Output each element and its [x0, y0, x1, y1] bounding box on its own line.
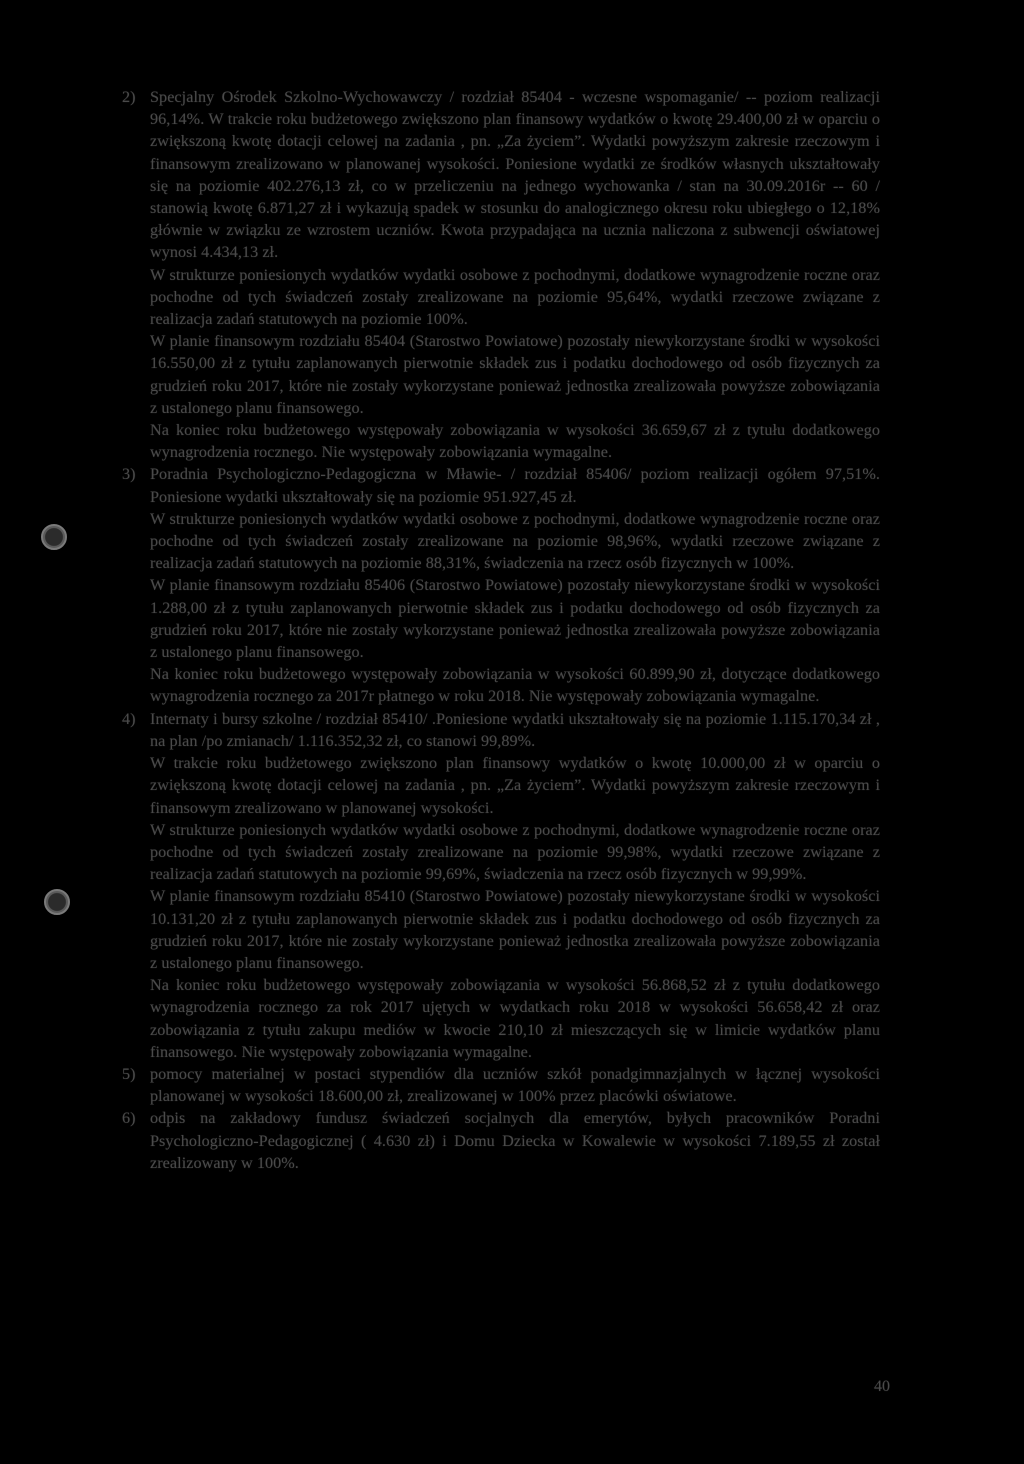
paragraph: Specjalny Ośrodek Szkolno-Wychowawczy / rozdział 85404 - wczesne wspomaganie/ -- poziom realizacji 96,14%. W trakcie roku budżetowego zwiększono plan finansowy wydatków o kwotę 29.400,00 zł w oparciu o zwiększoną kwotę dotacji celowej na zadania , pn. „Za życiem”. Wydatki powyższym zakresie rzeczowym i finansowym zrealizowano w planowanej wysokości. Poniesione wydatki ze środków własnych ukształtowały się na poziomie 402.276,13 zł, co w przeliczeniu na jednego wychowanka / stan na 30.09.2016r -- 60 / stanowią kwotę 6.871,27 zł i wykazują spadek w stosunku do analogicznego okresu roku ubiegłego o 12,18% głównie w związku ze wzrostem uczniów. Kwota przypadająca na ucznia naliczona z subwencji oświatowej wynosi 4.434,13 zł.: [150, 88, 880, 262]
paragraph: W trakcie roku budżetowego zwiększono plan finansowy wydatków o kwotę 10.000,00 zł w oparciu o zwiększoną kwotę dotacji celowej na zadania , pn. „Za życiem”. Wydatki powyższym zakresie rzeczowym i finansowym zrealizowano w planowanej wysokości.: [150, 754, 880, 817]
list-item: [122, 1107, 880, 1174]
item-number: 3): [122, 465, 136, 484]
paragraph: odpis na zakładowy fundusz świadczeń socjalnych dla emerytów, byłych pracowników Poradni Psychologiczno-Pedagogicznej ( 4.630 zł) i Domu Dziecka w Kowalewie w wysokości 7.189,55 zł został zrealizowany w 100%.: [150, 1109, 880, 1172]
paragraph: W planie finansowym rozdziału 85410 (Starostwo Powiatowe) pozostały niewykorzystane środki w wysokości 10.131,20 zł z tytułu zaplanowanych pierwotnie składek zus i podatku dochodowego od osób fizycznych za grudzień roku 2017, które nie zostały wykorzystane ponieważ jednostka zrealizowała powyższe zobowiązania z ustalonego planu finansowego.: [150, 887, 880, 972]
list-item: [122, 463, 880, 707]
page-number: 40: [874, 1378, 890, 1395]
paragraph: W strukturze poniesionych wydatków wydatki osobowe z pochodnymi, dodatkowe wynagrodzenie roczne oraz pochodne od tych świadczeń zostały zrealizowane na poziomie 98,96%, wydatki rzeczowe związane z realizacja zadań statutowych na poziomie 88,31%, świadczenia na rzecz osób fizycznych w 100%.: [150, 509, 880, 573]
list-item: [122, 1063, 880, 1107]
punch-hole: [41, 524, 67, 550]
list-item: [122, 708, 880, 1063]
paragraph: Na koniec roku budżetowego występowały zobowiązania w wysokości 36.659,67 zł z tytułu dodatkowego wynagrodzenia rocznego. Nie występowały zobowiązania wymagalne.: [150, 421, 880, 462]
paragraph: W planie finansowym rozdziału 85404 (Starostwo Powiatowe) pozostały niewykorzystane środki w wysokości 16.550,00 zł z tytułu zaplanowanych pierwotnie składek zus i podatku dochodowego od osób fizycznych za grudzień roku 2017, które nie zostały wykorzystane ponieważ jednostka zrealizowała powyższe zobowiązania z ustalonego planu finansowego.: [150, 332, 880, 417]
paragraph: W strukturze poniesionych wydatków wydatki osobowe z pochodnymi, dodatkowe wynagrodzenie roczne oraz pochodne od tych świadczeń zostały zrealizowane na poziomie 99,98%, wydatki rzeczowe związane z realizacja zadań statutowych na poziomie 99,69%, świadczenia na rzecz osób fizycznych w 99,99%.: [150, 820, 880, 884]
paragraph: Poradnia Psychologiczno-Pedagogiczna w Mławie- / rozdział 85406/ poziom realizacji ogółem 97,51%. Poniesione wydatki ukształtowały się na poziomie 951.927,45 zł.: [150, 465, 880, 506]
document-body: [122, 86, 880, 1174]
paragraph: pomocy materialnej w postaci stypendiów dla uczniów szkół ponadgimnazjalnych w łącznej wysokości planowanej w wysokości 18.600,00 zł, zrealizowanej w 100% przez placówki oświatowe.: [150, 1064, 880, 1106]
list-item: [122, 86, 880, 463]
item-number: 5): [122, 1064, 136, 1083]
paragraph: W planie finansowym rozdziału 85406 (Starostwo Powiatowe) pozostały niewykorzystane środki w wysokości 1.288,00 zł z tytułu zaplanowanych pierwotnie składek zus i podatku dochodowego od osób fizycznych za grudzień roku 2017, które nie zostały wykorzystane ponieważ jednostka zrealizowała powyższe zobowiązania z ustalonego planu finansowego.: [150, 576, 880, 662]
item-number: 2): [122, 88, 136, 106]
item-number: 6): [122, 1109, 136, 1128]
paragraph: Na koniec roku budżetowego występowały zobowiązania w wysokości 60.899,90 zł, dotyczące dodatkowego wynagrodzenia rocznego za 2017r płatnego w roku 2018. Nie występowały zobowiązania wymagalne.: [150, 665, 880, 706]
paragraph: Internaty i bursy szkolne / rozdział 85410/ .Poniesione wydatki ukształtowały się na poziomie 1.115.170,34 zł , na plan /po zmianach/ 1.116.352,32 zł, co stanowi 99,89%.: [150, 709, 880, 750]
item-number: 4): [122, 709, 136, 728]
paragraph: W strukturze poniesionych wydatków wydatki osobowe z pochodnymi, dodatkowe wynagrodzenie roczne oraz pochodne od tych świadczeń zostały zrealizowane na poziomie 95,64%, wydatki rzeczowe związane z realizacja zadań statutowych na poziomie 100%.: [150, 265, 880, 329]
punch-hole: [44, 889, 70, 915]
paragraph: Na koniec roku budżetowego występowały zobowiązania w wysokości 56.868,52 zł z tytułu dodatkowego wynagrodzenia rocznego za rok 2017 ujętych w wydatkach roku 2018 w wysokości 56.658,42 zł oraz zobowiązania z tytułu zakupu mediów w kwocie 210,10 zł mieszczących się w limicie wydatków planu finansowego. Nie występowały zobowiązania wymagalne.: [150, 976, 880, 1061]
